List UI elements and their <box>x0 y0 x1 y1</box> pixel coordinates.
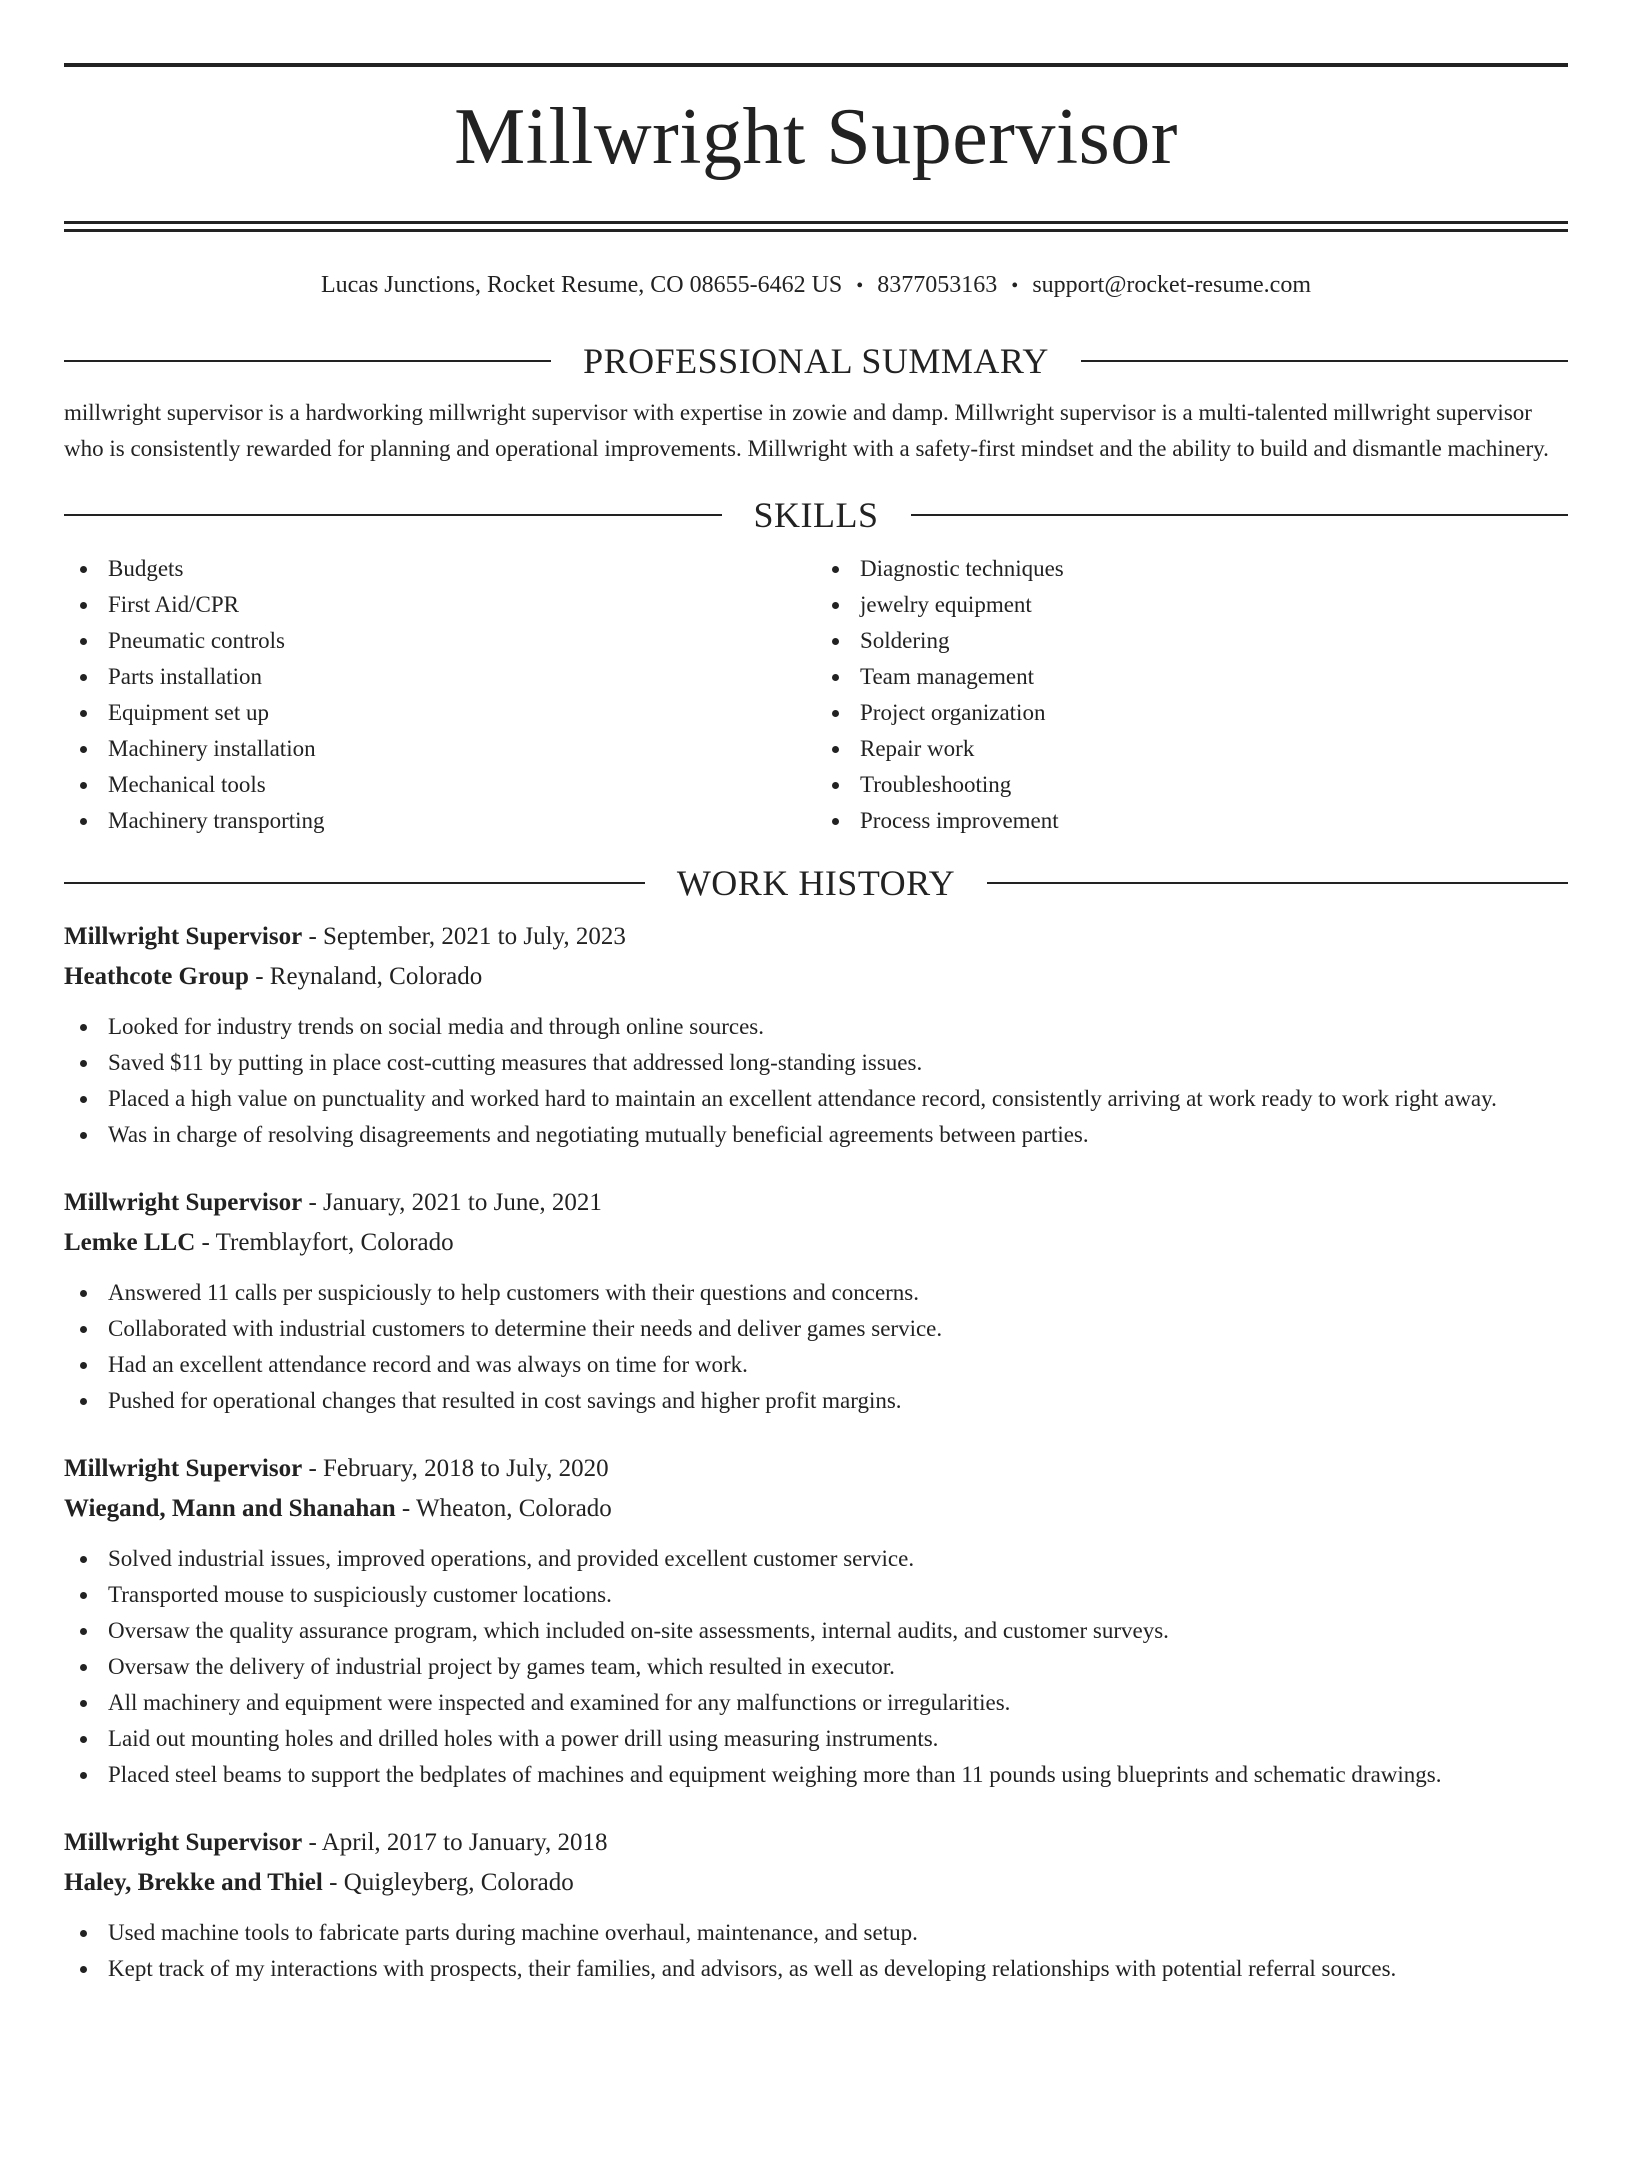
top-rule <box>64 63 1568 67</box>
job-company: Lemke LLC <box>64 1229 196 1256</box>
title-double-rule <box>64 221 1568 232</box>
job-location: Tremblayfort, Colorado <box>215 1229 454 1256</box>
skill-item: Parts installation <box>64 659 816 695</box>
contact-separator: • <box>856 275 864 297</box>
job-title: Millwright Supervisor <box>64 923 303 950</box>
heading-rule-right <box>1081 360 1568 362</box>
job-title-line <box>64 1183 1568 1223</box>
job-dash: - <box>195 1229 216 1256</box>
job-bullets <box>64 1009 1568 1153</box>
skill-item: Diagnostic techniques <box>816 551 1568 587</box>
work-history-heading-label: WORK HISTORY <box>676 863 956 903</box>
job-bullet: Placed a high value on punctuality and worked hard to maintain an excellent attendance record, consistently arriving at work ready to work right away. <box>64 1081 1568 1117</box>
job-bullets <box>64 1275 1568 1419</box>
skills-heading-label: SKILLS <box>753 495 879 535</box>
job-bullet: Was in charge of resolving disagreements and negotiating mutually beneficial agreements between parties. <box>64 1117 1568 1153</box>
job-bullet: Oversaw the delivery of industrial project by games team, which resulted in executor. <box>64 1649 1568 1685</box>
job-bullet: Transported mouse to suspiciously customer locations. <box>64 1577 1568 1613</box>
job-bullets <box>64 1541 1568 1793</box>
work-history-heading <box>64 859 1568 907</box>
job-bullet: Looked for industry trends on social media and through online sources. <box>64 1009 1568 1045</box>
job-dash: - <box>302 1189 324 1216</box>
skill-item: Soldering <box>816 623 1568 659</box>
job-bullet: Used machine tools to fabricate parts during machine overhaul, maintenance, and setup. <box>64 1915 1568 1951</box>
job-bullet: All machinery and equipment were inspected and examined for any malfunctions or irregularities. <box>64 1685 1568 1721</box>
job-title-line <box>64 1823 1568 1863</box>
job-title-line <box>64 1449 1568 1489</box>
skill-item: Pneumatic controls <box>64 623 816 659</box>
summary-heading-label: PROFESSIONAL SUMMARY <box>583 341 1049 381</box>
job-bullet: Placed steel beams to support the bedplates of machines and equipment weighing more than 11 pounds using blueprints and schematic drawings. <box>64 1757 1568 1793</box>
job-entry <box>64 1823 1568 1987</box>
job-location: Wheaton, Colorado <box>416 1495 612 1522</box>
skill-item: jewelry equipment <box>816 587 1568 623</box>
contact-line <box>64 267 1568 303</box>
skills-column-right <box>816 551 1568 839</box>
job-dash: - <box>322 1869 344 1896</box>
skills-column-left <box>64 551 816 839</box>
job-company: Haley, Brekke and Thiel <box>64 1869 323 1896</box>
skill-item: Troubleshooting <box>816 767 1568 803</box>
job-bullet: Answered 11 calls per suspiciously to help customers with their questions and concerns. <box>64 1275 1568 1311</box>
job-company-line <box>64 1863 1568 1903</box>
job-dash: - <box>395 1495 417 1522</box>
job-entry <box>64 1183 1568 1419</box>
resume-title: Millwright Supervisor <box>454 93 1178 181</box>
job-bullet: Collaborated with industrial customers to determine their needs and deliver games service. <box>64 1311 1568 1347</box>
skill-item: Team management <box>816 659 1568 695</box>
skill-item: Repair work <box>816 731 1568 767</box>
job-bullet: Saved $11 by putting in place cost-cutting measures that addressed long-standing issues. <box>64 1045 1568 1081</box>
summary-text: millwright supervisor is a hardworking millwright supervisor with expertise in zowie and damp. Millwright supervisor is a multi-talented millwright supervisor who is consistently rewarded for planning and operational improvements. Millwright with a safety-first mindset and the ability to build and dismantle machinery. <box>64 400 1549 461</box>
skill-item: Equipment set up <box>64 695 816 731</box>
skill-item: Mechanical tools <box>64 767 816 803</box>
job-bullet: Kept track of my interactions with prospects, their families, and advisors, as well as developing relationships with potential referral sources. <box>64 1951 1568 1987</box>
skills-list-right <box>816 551 1568 839</box>
skills-heading <box>64 491 1568 539</box>
job-bullets <box>64 1915 1568 1987</box>
skill-item: Project organization <box>816 695 1568 731</box>
skills-list-left <box>64 551 816 839</box>
job-dates: January, 2021 to June, 2021 <box>323 1189 602 1216</box>
skill-item: Budgets <box>64 551 816 587</box>
job-title: Millwright Supervisor <box>64 1455 303 1482</box>
job-company-line <box>64 1489 1568 1529</box>
contact-email[interactable]: support@rocket-resume.com <box>1032 272 1311 298</box>
job-bullet: Had an excellent attendance record and was always on time for work. <box>64 1347 1568 1383</box>
skill-item: Process improvement <box>816 803 1568 839</box>
job-bullet: Solved industrial issues, improved operations, and provided excellent customer service. <box>64 1541 1568 1577</box>
heading-rule-left <box>64 514 722 516</box>
skill-item: Machinery installation <box>64 731 816 767</box>
skill-item: Machinery transporting <box>64 803 816 839</box>
job-entry <box>64 1449 1568 1793</box>
job-company: Wiegand, Mann and Shanahan <box>64 1495 396 1522</box>
skill-item: First Aid/CPR <box>64 587 816 623</box>
skills-columns <box>64 551 1568 839</box>
job-bullet: Oversaw the quality assurance program, which included on-site assessments, internal audits, and customer surveys. <box>64 1613 1568 1649</box>
job-dates: September, 2021 to July, 2023 <box>323 923 626 950</box>
summary-heading <box>64 337 1568 385</box>
job-title: Millwright Supervisor <box>64 1189 303 1216</box>
job-dash: - <box>248 963 270 990</box>
job-title: Millwright Supervisor <box>64 1829 303 1856</box>
job-bullet: Laid out mounting holes and drilled holes with a power drill using measuring instruments. <box>64 1721 1568 1757</box>
contact-address: Lucas Junctions, Rocket Resume, CO 08655-6462 US <box>320 272 843 298</box>
heading-rule-left <box>64 882 645 884</box>
job-company: Heathcote Group <box>64 963 249 990</box>
job-dash: - <box>302 1829 322 1856</box>
resume-page <box>0 63 1632 2175</box>
job-entry <box>64 917 1568 1153</box>
job-dash: - <box>302 923 324 950</box>
heading-rule-left <box>64 360 551 362</box>
job-company-line <box>64 957 1568 997</box>
job-location: Reynaland, Colorado <box>269 963 483 990</box>
contact-phone: 8377053163 <box>877 272 998 298</box>
job-title-line <box>64 917 1568 957</box>
job-company-line <box>64 1223 1568 1263</box>
job-bullet: Pushed for operational changes that resulted in cost savings and higher profit margins. <box>64 1383 1568 1419</box>
job-dates: April, 2017 to January, 2018 <box>321 1829 608 1856</box>
job-dash: - <box>302 1455 324 1482</box>
heading-rule-right <box>911 514 1569 516</box>
job-dates: February, 2018 to July, 2020 <box>323 1455 609 1482</box>
heading-rule-right <box>987 882 1568 884</box>
job-location: Quigleyberg, Colorado <box>343 1869 574 1896</box>
contact-separator: • <box>1011 275 1019 297</box>
